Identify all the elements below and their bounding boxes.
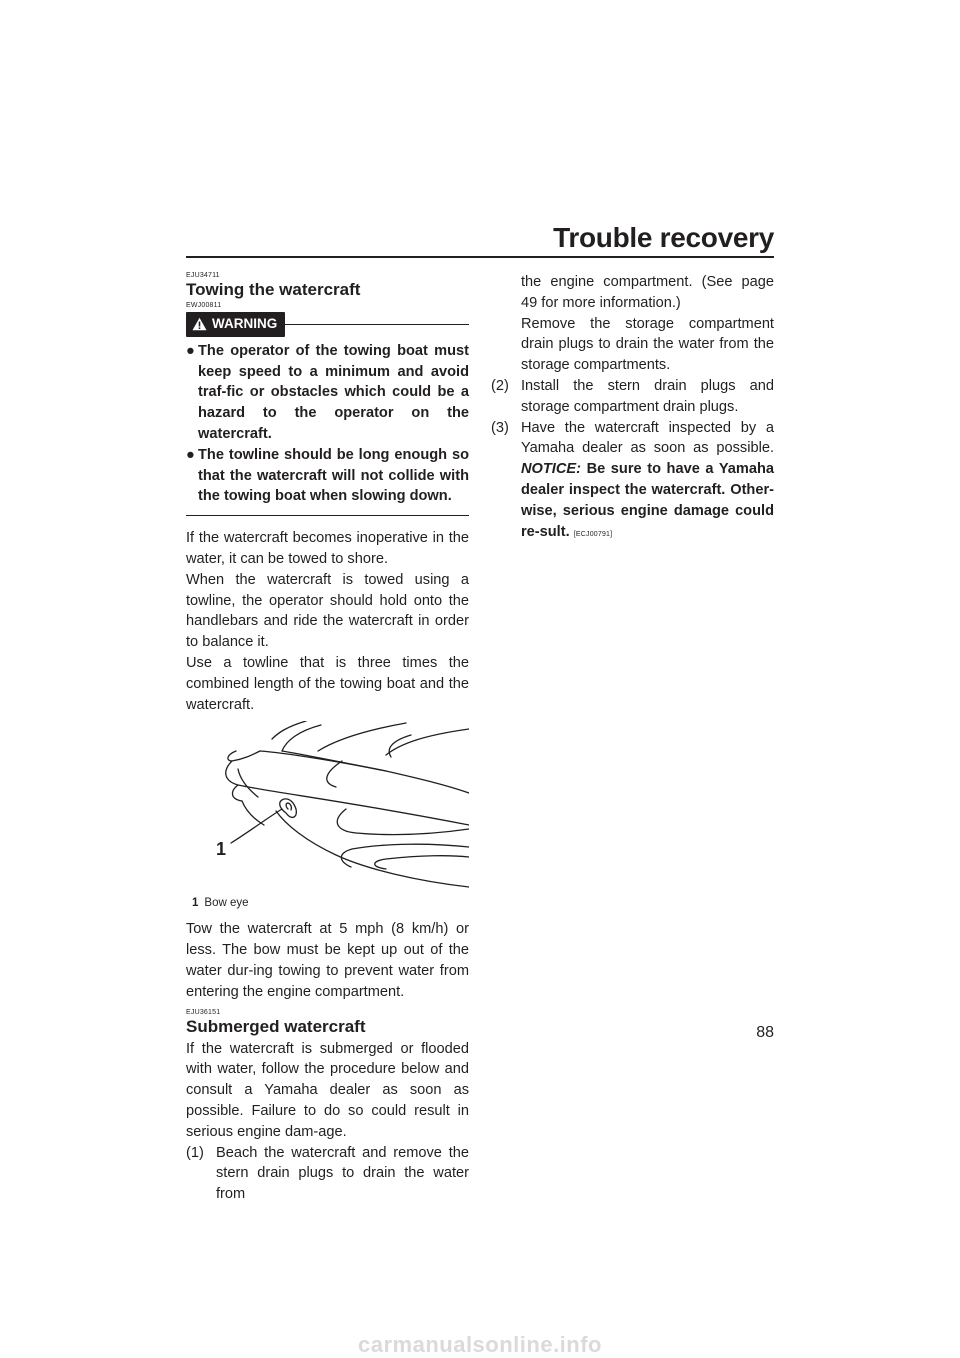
- section-code: EJU36151: [186, 1008, 221, 1016]
- warning-box: [186, 312, 469, 516]
- procedure-step: [491, 376, 774, 418]
- right-column: [491, 272, 774, 545]
- notice-code: [ECJ00791]: [573, 530, 613, 538]
- warning-badge: [186, 312, 285, 337]
- figure-caption: [192, 895, 469, 911]
- step-text: Install the stern drain plugs and storage compartment drain plugs.: [521, 377, 774, 415]
- section-title-submerged: Submerged watercraft: [186, 1016, 366, 1036]
- caption-text: Bow eye: [204, 897, 249, 910]
- bow-eye-figure: [186, 721, 469, 893]
- warning-label: WARNING: [212, 316, 278, 331]
- step-marker: (2): [491, 377, 509, 394]
- procedure-list-continued: [491, 272, 774, 545]
- step-marker: (3): [491, 419, 509, 436]
- page-title: Trouble recovery: [553, 222, 774, 253]
- warning-header: [186, 312, 469, 337]
- header-rule: [186, 256, 774, 258]
- paragraph: When the watercraft is towed using a towline, the operator should hold onto the handlebars and ride the watercraft in order to balance it.: [186, 571, 469, 651]
- step-marker: (1): [186, 1144, 204, 1161]
- warning-code: EWJ00811: [186, 302, 222, 309]
- callout-number: 1: [216, 839, 227, 860]
- section-title-towing: Towing the watercraft: [186, 280, 361, 299]
- warning-item-text: The operator of the towing boat must keep speed to a minimum and avoid traf-fic or obstacles which could be a hazard to the operator on the watercraft.: [198, 342, 469, 442]
- page-number: 88: [756, 1024, 774, 1041]
- paragraph: Use a towline that is three times the combined length of the towing boat and the watercraft.: [186, 654, 469, 713]
- left-column: [186, 272, 469, 1205]
- warning-item-text: The towline should be long enough so that the watercraft will not collide with the towing boat when slowing down.: [198, 446, 469, 505]
- bullet-icon: ●: [186, 342, 195, 359]
- warning-item: [186, 341, 469, 445]
- procedure-step: [491, 418, 774, 546]
- warning-item: [186, 445, 469, 507]
- procedure-list: [186, 1143, 469, 1205]
- notice-text: Be sure to have a Yamaha dealer inspect the watercraft. Other-wise, serious engine damage could re-sult.: [521, 461, 774, 540]
- procedure-step-continued: [491, 272, 774, 376]
- warning-rule: [285, 324, 469, 326]
- section-code: EJU34711: [186, 272, 220, 279]
- procedure-step: [186, 1143, 469, 1205]
- paragraph: If the watercraft becomes inoperative in the water, it can be towed to shore.: [186, 530, 469, 567]
- watermark: [0, 1332, 960, 1358]
- caption-number: 1: [192, 897, 199, 910]
- warning-triangle-icon: [192, 317, 207, 331]
- bullet-icon: ●: [186, 446, 195, 463]
- step-text: Beach the watercraft and remove the stern drain plugs to drain the water from: [216, 1144, 469, 1203]
- paragraph: Tow the watercraft at 5 mph (8 km/h) or less. The bow must be kept up out of the water dur-ing towing to prevent water from entering the engine compartment.: [186, 921, 469, 1000]
- notice-label: NOTICE:: [521, 461, 581, 478]
- paragraph: If the watercraft is submerged or flooded with water, follow the procedure below and consult a Yamaha dealer as soon as possible. Failure to do so could result in serious engine dam-age.: [186, 1040, 469, 1140]
- step-text: the engine compartment. (See page 49 for more information.): [521, 274, 774, 311]
- watermark-text: carmanualsonline.info: [358, 1332, 602, 1357]
- watercraft-bow-illustration: [186, 721, 469, 893]
- step-text: Have the watercraft inspected by a Yamaha dealer as soon as possible.: [521, 419, 774, 457]
- step-text: Remove the storage compartment drain plugs to drain the water from the storage compartments.: [521, 315, 774, 374]
